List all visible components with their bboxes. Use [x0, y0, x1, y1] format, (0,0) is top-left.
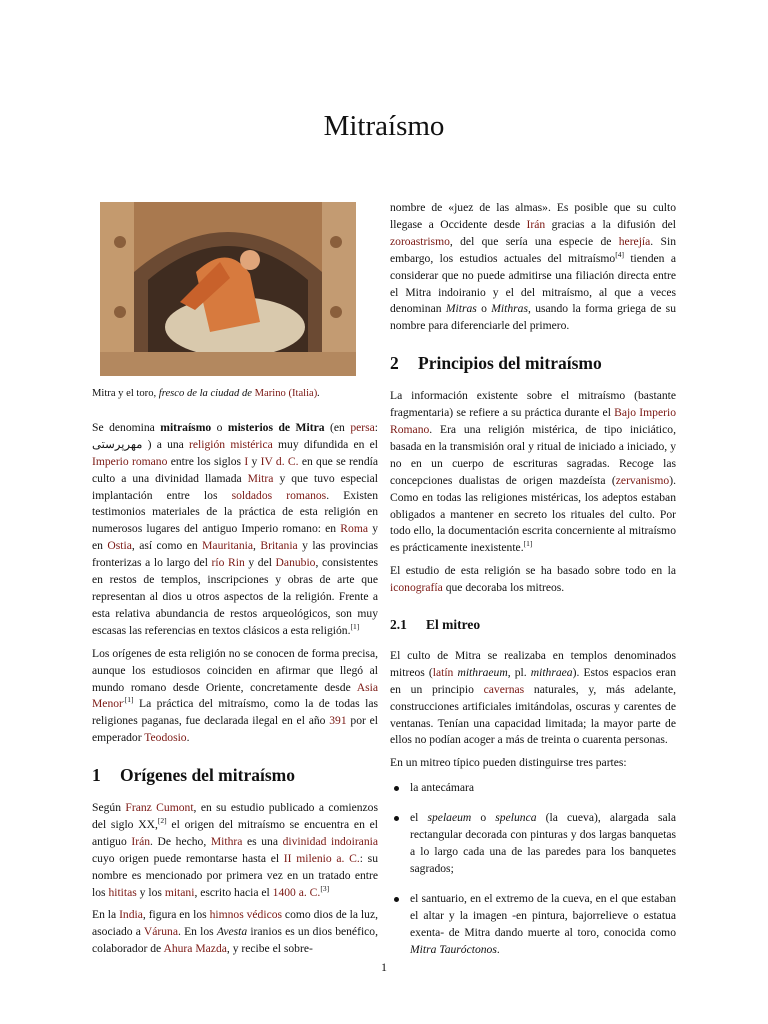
- text-run: o: [476, 302, 492, 316]
- citation[interactable]: [4]: [615, 249, 624, 259]
- mithras-fresco-image: [100, 202, 356, 376]
- wiki-link[interactable]: cavernas: [483, 682, 525, 696]
- wiki-link[interactable]: IV d. C.: [260, 454, 299, 468]
- list-item: [390, 780, 676, 797]
- text-run: cuyo origen puede remontarse hasta el: [92, 851, 284, 865]
- wiki-link[interactable]: Mitra: [247, 471, 274, 485]
- wiki-link[interactable]: soldados romanos: [231, 488, 327, 502]
- bullet-icon: [394, 786, 399, 791]
- wiki-link[interactable]: Imperio romano: [92, 454, 168, 468]
- text-run: ,: [253, 539, 261, 553]
- wiki-link[interactable]: Mithra: [210, 834, 243, 848]
- text-run: . De hecho,: [150, 834, 211, 848]
- wiki-link[interactable]: Bajo Imperio Romano: [390, 406, 677, 436]
- wiki-link[interactable]: India: [119, 908, 143, 922]
- text-run: y del: [244, 556, 276, 570]
- wiki-link[interactable]: Roma: [340, 522, 368, 536]
- text-run: y las provincias fronterizas a lo largo del: [92, 539, 378, 570]
- text-run: o: [471, 811, 496, 825]
- wiki-link[interactable]: Ostia: [107, 539, 132, 553]
- italic-term: Mitra Tauróctonos: [410, 942, 497, 956]
- italic-term: Mitras: [445, 302, 477, 316]
- text-run: La práctica del mitraísmo, como la de todas las religiones paganas, fue declarada ilegal en el año: [92, 697, 378, 728]
- text-run: ). Como en todas las religiones mistéricas, los adeptos estaban obligados a mantener en secreto los rituales del culto. Por todo ello, la documentación escrita concerniente al mitraísmo es prácticamente inexistente.: [390, 473, 676, 555]
- citation[interactable]: [2]: [157, 816, 167, 826]
- wiki-link[interactable]: Ahura Mazda: [163, 942, 227, 956]
- section-title: Orígenes del mitraísmo: [120, 765, 295, 786]
- citation[interactable]: .[1]: [122, 695, 134, 705]
- list-item-text: [410, 892, 676, 956]
- text-run: .: [186, 731, 190, 745]
- text-run: Los orígenes de esta religión no se conocen de forma precisa, aunque los estudiosos coinciden en afirmar que llegó al mundo romano desde Oriente, concretamente desde: [92, 646, 378, 694]
- text-run: : مهرپرستی ) a una: [92, 420, 379, 451]
- wiki-link[interactable]: herejía: [618, 234, 651, 248]
- text-run: que decoraba los mitreos.: [442, 581, 565, 595]
- list-item-text: [410, 811, 676, 875]
- wiki-link[interactable]: Teodosio: [144, 731, 187, 745]
- wiki-link[interactable]: Váruna: [143, 925, 178, 939]
- wiki-link[interactable]: Irán: [526, 217, 546, 231]
- wiki-link[interactable]: zervanismo: [615, 473, 670, 487]
- bold-term: mitraísmo: [160, 420, 212, 434]
- wiki-link[interactable]: iconografía: [390, 581, 443, 595]
- paragraph-mitreo: [390, 648, 676, 749]
- wiki-link[interactable]: hititas: [108, 885, 137, 899]
- paragraph-three-parts: [390, 755, 676, 772]
- text-run: El estudio de esta religión se ha basado sobre todo en la: [390, 564, 676, 578]
- paragraph-india: [92, 907, 378, 958]
- text-run: , pl.: [507, 665, 531, 679]
- wiki-link[interactable]: Mauritania: [202, 539, 253, 553]
- bullet-icon: [394, 816, 399, 821]
- text-run: entre los siglos: [167, 454, 245, 468]
- text-run: el: [410, 811, 428, 825]
- paragraph-cumont: [92, 800, 378, 901]
- wiki-link[interactable]: religión mistérica: [189, 437, 273, 451]
- text-run: En un mitreo típico pueden distinguirse tres partes:: [390, 756, 627, 770]
- text-run: , y recibe el sobre-: [226, 942, 313, 956]
- citation[interactable]: [1]: [523, 539, 533, 549]
- text-run: en que se rendía culto a una divinidad llamada: [92, 454, 378, 485]
- text-run: , en su estudio publicado a comienzos del siglo XX,: [92, 801, 378, 831]
- italic-term: spelunca: [495, 811, 537, 825]
- text-run: (en: [324, 420, 351, 434]
- text-run: y los: [136, 885, 165, 899]
- text-run: . En los: [178, 925, 217, 939]
- list-item: [390, 810, 676, 878]
- text-run: , así como en: [131, 539, 203, 553]
- text-run: ). Estos espacios eran en un principio: [390, 665, 676, 696]
- text-run: el origen del mitraísmo se encuentra en el antiguo: [92, 817, 379, 848]
- text-run: naturales, y, más adelante, construcciones artificiales imitándolas, oscuras y carentes de ventanas. Tenían una capacidad limitada; la mayor parte de ellos no podían acoger a más de treinta o cuarenta personas.: [390, 682, 676, 747]
- text-run: Según: [92, 801, 126, 815]
- right-column: [390, 200, 676, 971]
- wiki-link[interactable]: 1400 a. C.: [272, 885, 321, 899]
- wiki-link[interactable]: Asia Menor: [92, 680, 378, 711]
- text-run: la antecámara: [410, 781, 475, 795]
- list-item-text: [410, 781, 474, 794]
- bold-term: misterios de Mitra: [227, 420, 325, 434]
- text-run: (la cueva), alargada sala rectangular decorada con pinturas y dos largas banquetas a lo largo cada una de las paredes para los banquetes sagrados;: [410, 811, 677, 875]
- paragraph-judge-of-souls: [390, 200, 676, 335]
- italic-term: Mithras: [491, 302, 528, 316]
- text-run: nombre de «juez de las almas». Es posible que su culto llegase a Occidente desde: [390, 201, 676, 231]
- italic-term: mithraeum: [457, 665, 508, 679]
- text-run: tienden a considerar que no puede admitirse una filiación directa entre el Mitra indoiranio y el del mitraísmo, al que a veces denominan: [390, 251, 676, 316]
- bullet-icon: [394, 897, 399, 902]
- text-run: , escrito hacia el: [194, 885, 273, 899]
- list-item: [390, 891, 676, 959]
- caption-text: Mitra y el toro,: [92, 388, 159, 399]
- fresco-illustration: [100, 202, 356, 376]
- text-run: y: [248, 454, 261, 468]
- wiki-link[interactable]: Franz Cumont: [125, 801, 194, 815]
- wiki-link[interactable]: Danubio: [275, 556, 316, 570]
- text-run: iranios es un dios benéfico, colaborador de: [92, 925, 379, 956]
- paragraph-principles: [390, 388, 676, 557]
- text-run: gracias a la difusión del: [545, 217, 676, 231]
- wiki-link[interactable]: Britania: [260, 539, 298, 553]
- wiki-link[interactable]: I: [244, 454, 249, 468]
- section-title: Principios del mitraísmo: [418, 353, 602, 374]
- caption-end: .: [317, 388, 320, 399]
- left-column: [92, 200, 378, 964]
- wiki-link[interactable]: mitani: [164, 885, 195, 899]
- wiki-link[interactable]: divinidad indoirania: [282, 834, 378, 848]
- wiki-link[interactable]: persa: [350, 420, 375, 434]
- text-run: La información existente sobre el mitraísmo (bastante fragmentaria) se refiere a su práctica durante el: [390, 389, 676, 420]
- section-number: 1: [92, 765, 101, 786]
- text-run: y en: [92, 522, 378, 553]
- page-number: 1: [381, 960, 387, 974]
- wiki-link[interactable]: 391: [329, 714, 347, 728]
- wiki-link[interactable]: latín: [432, 665, 454, 679]
- citation[interactable]: [3]: [320, 883, 330, 893]
- caption-italic: fresco de la ciudad de: [158, 388, 255, 399]
- mitreo-parts-list: [390, 780, 676, 958]
- text-run: por el emperador: [92, 714, 378, 745]
- text-run: muy difundida en el: [272, 437, 379, 451]
- section-heading-1: [92, 767, 378, 784]
- subsection-number: 2.1: [390, 617, 407, 633]
- italic-term: mithraea: [530, 665, 573, 679]
- text-run: : su nombre es mencionado por primera vez en un tratado entre los: [92, 851, 378, 899]
- text-run: como dios de la luz, asociado a: [92, 908, 378, 939]
- figure-caption: [92, 386, 378, 403]
- section-number: 2: [390, 353, 399, 374]
- citation[interactable]: [1]: [350, 621, 360, 631]
- italic-term: spelaeum: [427, 811, 472, 825]
- paragraph-intro: [92, 420, 378, 640]
- italic-term: Avesta: [216, 925, 248, 939]
- text-run: . Existen testimonios materiales de la práctica de esta religión en numerosos lugares del antiguo Imperio romano: en: [92, 488, 378, 536]
- page-title: Mitraísmo: [323, 110, 445, 142]
- wiki-link[interactable]: río Rin: [211, 556, 245, 570]
- text-run: En la: [92, 908, 120, 922]
- wiki-link[interactable]: himnos védicos: [209, 908, 283, 922]
- text-run: o: [211, 420, 228, 434]
- text-run: El culto de Mitra se realizaba en templos denominados mitreos (: [390, 648, 676, 679]
- wiki-link[interactable]: zoroastrismo: [390, 234, 450, 248]
- text-run: . Era una religión mistérica, de tipo iniciático, basada en la transmisión oral y ritual de iniciado a iniciado, y no en un cuerpo de escrituras sagradas. Recoge las concepciones dualistas de origen mazdeísta (: [390, 422, 676, 487]
- wiki-link[interactable]: II milenio a. C.: [283, 851, 360, 865]
- text-run: , figura en los: [142, 908, 210, 922]
- text-run: , del que sería una especie de: [449, 234, 619, 248]
- text-run: y que tuvo especial implantación entre los: [92, 471, 378, 502]
- text-run: es una: [242, 834, 283, 848]
- text-run: .: [496, 942, 500, 956]
- paragraph-origins-summary: [92, 646, 378, 747]
- section-heading-2: [390, 355, 676, 372]
- text-run: . Sin embargo, los estudios actuales del mitraísmo: [390, 234, 676, 265]
- caption-link-marino[interactable]: Marino (Italia): [254, 388, 318, 399]
- paragraph-iconography: [390, 563, 676, 597]
- wiki-link[interactable]: Irán: [131, 834, 151, 848]
- text-run: , usando la forma griega de su nombre para diferenciarle del primero.: [390, 302, 676, 333]
- text-run: el santuario, en el extremo de la cueva, en el que estaban el altar y la imagen -en pintura, bajorrelieve o estatua exenta- de Mitra dando muerte al toro, conocida como: [410, 891, 676, 939]
- subsection-heading-2-1: [390, 617, 676, 634]
- subsection-title: El mitreo: [426, 617, 481, 633]
- text-run: Se denomina: [92, 420, 161, 434]
- text-run: , consistentes en restos de templos, inscripciones y obras de arte que representan al dios u otros aspectos de la religión. Frente a esta relativa abundancia de restos arqueológicos, son muy escasas las referencias en textos clásicos a esta religión.: [92, 556, 379, 637]
